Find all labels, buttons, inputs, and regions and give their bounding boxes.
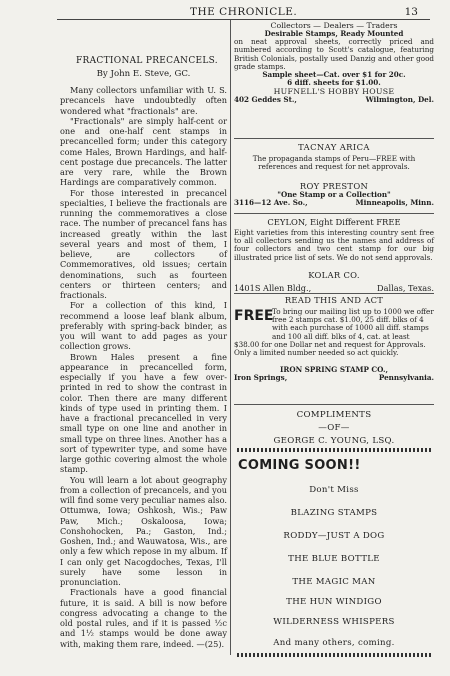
ad-kolar: [234, 270, 434, 294]
compliments-line: COMPLIMENTS: [296, 410, 372, 420]
coming-soon-subheading: Don't Miss: [309, 485, 359, 495]
article-paragraph: Fractionals have a good financial future, it is said. A bill is now before congress advocating a change to the old postal rules, and if it is passed ½c and 1½ stamps would be done away with, making them rare, indeed. —(25).: [60, 587, 227, 649]
ad-business-name: HUFNELL'S HOBBY HOUSE: [273, 87, 395, 97]
ad-address: 402 Geddes St.,: [234, 95, 297, 105]
ad-tagline: "One Stamp or a Collection": [277, 190, 391, 199]
page-header: [0, 6, 450, 20]
ad-address-line: [234, 199, 434, 208]
ad-headline: READ THIS AND ACT: [284, 295, 384, 305]
ad-address: 1401S Allen Bldg.,: [234, 283, 312, 293]
compliments-of: —OF—: [318, 423, 350, 433]
article-paragraph: Many collectors unfamiliar with U. S. precancels have undoubtedly often wondered what "fractionals" are.: [60, 85, 227, 116]
ad-subheadline: Desirable Stamps, Ready Mounted: [264, 29, 404, 38]
ad-ceylon: [234, 217, 434, 262]
coming-soon-heading: COMING SOON!!: [238, 458, 361, 473]
free-label: FREE: [234, 308, 274, 324]
article-paragraph: For those interested in precancel specialties, I believe the fractionals are running the commemoratives a close race. The number of precancel fans has increased greatly within the last several years and most of them, I believe, are collectors of Commemoratives, old issues; certain denominations, such as fourteen centers or thirteen centers; and fractionals.: [60, 187, 227, 300]
ad-address-line: [234, 374, 434, 383]
ad-divider: [234, 213, 434, 214]
ad-offer: 6 diff. sheets for $1.00.: [287, 78, 381, 88]
ad-address: Iron Springs,: [234, 373, 288, 383]
decorative-border-bottom: [237, 653, 431, 657]
column-divider: [230, 20, 231, 655]
coming-item: THE MAGIC MAN: [292, 577, 376, 587]
coming-item: THE HUN WINDIGO: [286, 597, 382, 607]
ad-text: on neat approval sheets, correctly priced and numbered according to Scott's catalogue, featuring British Colonials, postally used Danzig and other good grade stamps.: [234, 37, 434, 71]
article-paragraph: Brown Hales present a fine appearance in precancelled form, especially if you have a few over-printed in red to show the contrast in color. Then there are many different kinds of type used in printing them. I have a fractional precancelled in very small type on one line and another in small type on three lines. Another has a sort of typewriter type, and some have large gothic covering almost the whole stamp.: [60, 351, 227, 475]
ad-divider: [234, 404, 434, 405]
ad-city: Pennsylvania.: [378, 373, 434, 383]
decorative-border-top: [237, 448, 431, 452]
ad-text: To bring our mailing list up to 1000 we offer free 2 stamps cat. $1.00, 25 diff. blks of 4 with each purchase of 1000 all diff. stamps and 100 all diff. blks of 4, cat. at least: [272, 307, 434, 341]
coming-item: THE BLUE BOTTLE: [288, 554, 380, 564]
article-author: By John E. Steve, GC.: [96, 69, 191, 79]
running-title: THE CHRONICLE.: [190, 6, 298, 18]
article-body: [60, 85, 227, 649]
ad-city: Minneapolis, Minn.: [355, 198, 434, 208]
ad-business-name: ROY PRESTON: [299, 181, 369, 191]
compliments-name: GEORGE C. YOUNG, LSQ.: [273, 436, 395, 446]
coming-item: WILDERNESS WHISPERS: [273, 617, 395, 627]
ad-hufnell: [234, 21, 434, 105]
article-paragraph: "Fractionals" are simply half-cent or one and one-half cent stamps in precancelled form; under this category come Hales, Brown Hardings, and half-cent postage due precancels. The latter are very rare, while the Brown Hardings are comparatively common.: [60, 115, 227, 188]
ad-text: The propaganda stamps of Peru—FREE with references and request for net approvals.: [252, 154, 416, 172]
ad-divider: [234, 138, 434, 139]
ad-city: Wilmington, Del.: [365, 95, 434, 105]
ad-address-line: [234, 96, 434, 105]
page-number: 13: [404, 6, 418, 18]
ad-divider: [234, 293, 434, 294]
ad-business-name: IRON SPRING STAMP CO.,: [280, 365, 388, 374]
ad-business-name: KOLAR CO.: [308, 270, 360, 280]
ad-city: Dallas, Texas.: [377, 283, 434, 293]
ad-address: 3116—12 Ave. So.,: [234, 198, 308, 208]
ad-tacnay: [234, 142, 434, 171]
ad-free-block: [234, 308, 434, 366]
ad-iron-spring: [234, 295, 434, 383]
ad-roy-preston: [234, 181, 434, 208]
ad-compliments: [234, 409, 434, 448]
ad-headline: Collectors — Dealers — Traders: [270, 21, 398, 30]
header-rule: [57, 19, 430, 20]
article-title: FRACTIONAL PRECANCELS.: [76, 56, 218, 66]
ad-offer: Sample sheet—Cat. over $1 for 20c.: [262, 70, 406, 80]
ad-headline: CEYLON, Eight Different FREE: [267, 217, 401, 227]
ad-headline: TACNAY ARICA: [298, 142, 370, 152]
coming-item: BLAZING STAMPS: [290, 508, 378, 518]
article-paragraph: You will learn a lot about geography from a collection of precancels, and you will find some very peculiar names also. Ottumwa, Iowa; Oshkosh, Wis.; Paw Paw, Mich.; Oskaloosa, Iowa; Conshohocken, Pa.; Gaston, Ind.; Goshen, Ind.; and Wauwatosa, Wis., are only a few which repose in my album. If I can only get Nacogdoches, Texas, I'll surely have some lesson in pronunciation.: [60, 474, 227, 587]
ad-text: $38.00 for one Dollar net and request for Approvals. Only a limited number needed so act quickly.: [234, 340, 426, 358]
coming-footer: And many others, coming.: [273, 638, 395, 648]
coming-item: RODDY—JUST A DOG: [283, 531, 385, 541]
ad-text: Eight varieties from this interesting country sent free to all collectors sending us the names and address of four collectors and two cent stamp for our big illustrated price list of sets. We do not send approvals.: [234, 228, 434, 262]
article-paragraph: For a collection of this kind, I recommend a loose leaf blank album, preferably with spring-back binder, as you will want to add pages as your collection grows.: [60, 300, 227, 352]
